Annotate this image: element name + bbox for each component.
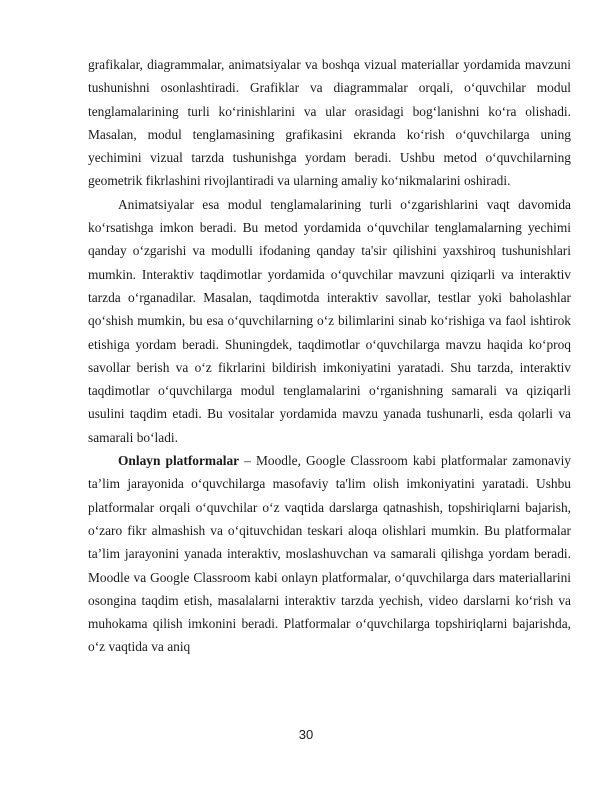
paragraph-visual-materials: grafikalar, diagrammalar, animatsiyalar va boshqa vizual materiallar yordamida mavzuni tushunishni osonlashtiradi. Grafiklar va diagrammalar orqali, o‘quvchilar modul tenglamalarining turli ko‘rinishlarini va ular orasidagi bog‘lanishni ko‘ra olishadi. Masalan, modul tenglamasining grafikasini ekranda ko‘rish o‘quvchilarga uning yechimini vizual tarzda tushunishga yordam beradi. Ushbu metod o‘quvchilarning geometrik fikrlashini rivojlantiradi va ularning amaliy ko‘nikmalarini oshiradi. (88, 57, 571, 189)
page-number: 30 (298, 727, 314, 742)
paragraph-online-platforms (88, 449, 571, 659)
online-platforms-term: Onlayn platformalar (118, 453, 240, 469)
paragraph-animations: Animatsiyalar esa modul tenglamalarining turli o‘zgarishlarini vaqt davomida ko‘rsatishga imkon beradi. Bu metod yordamida o‘quvchilar tenglamalarning yechimi qanday o‘zgarishi va modulli ifodaning qanday ta'sir qilishini yaxshiroq tushunishlari mumkin. Interaktiv taqdimotlar yordamida o‘quvchilar mavzuni qiziqarli va interaktiv tarzda o‘rganadilar. Masalan, taqdimotda interaktiv savollar, testlar yoki baholashlar qo‘shish mumkin, bu esa o‘quvchilarning o‘z bilimlarini sinab ko‘rishiga va faol ishtirok etishiga yordam beradi. Shuningdek, taqdimotlar o‘quvchilarga mavzu haqida ko‘proq savollar berish va o‘z fikrlarini bildirish imkoniyatini yaratadi. Shu tarzda, interaktiv taqdimotlar o‘quvchilarga modul tenglamalarini o‘rganishning samarali va qiziqarli usulini taqdim etadi. Bu vositalar yordamida mavzu yanada tushunarli, esda qolarli va samarali bo‘ladi. (88, 196, 571, 445)
document-body (88, 53, 571, 659)
online-platforms-text: – Moodle, Google Classroom kabi platformalar zamonaviy ta’lim jarayonida o‘quvchilarga masofaviy ta'lim olish imkoniyatini yaratadi. Ushbu platformalar orqali o‘quvchilar o‘z vaqtida darslarga qatnashish, topshiriqlarni bajarish, o‘zaro fikr almashish va o‘qituvchidan teskari aloqa olishlari mumkin. Bu platformalar ta’lim jarayonini yanada interaktiv, moslashuvchan va samarali qilishga yordam beradi. Moodle va Google Classroom kabi onlayn platformalar, o‘quvchilarga dars materiallarini osongina taqdim etish, masalalarni interaktiv tarzda yechish, video darslarni ko‘rish va muhokama qilish imkonini beradi. Platformalar o‘quvchilarga topshiriqlarni bajarishda, o‘z vaqtida va aniq (88, 453, 571, 655)
